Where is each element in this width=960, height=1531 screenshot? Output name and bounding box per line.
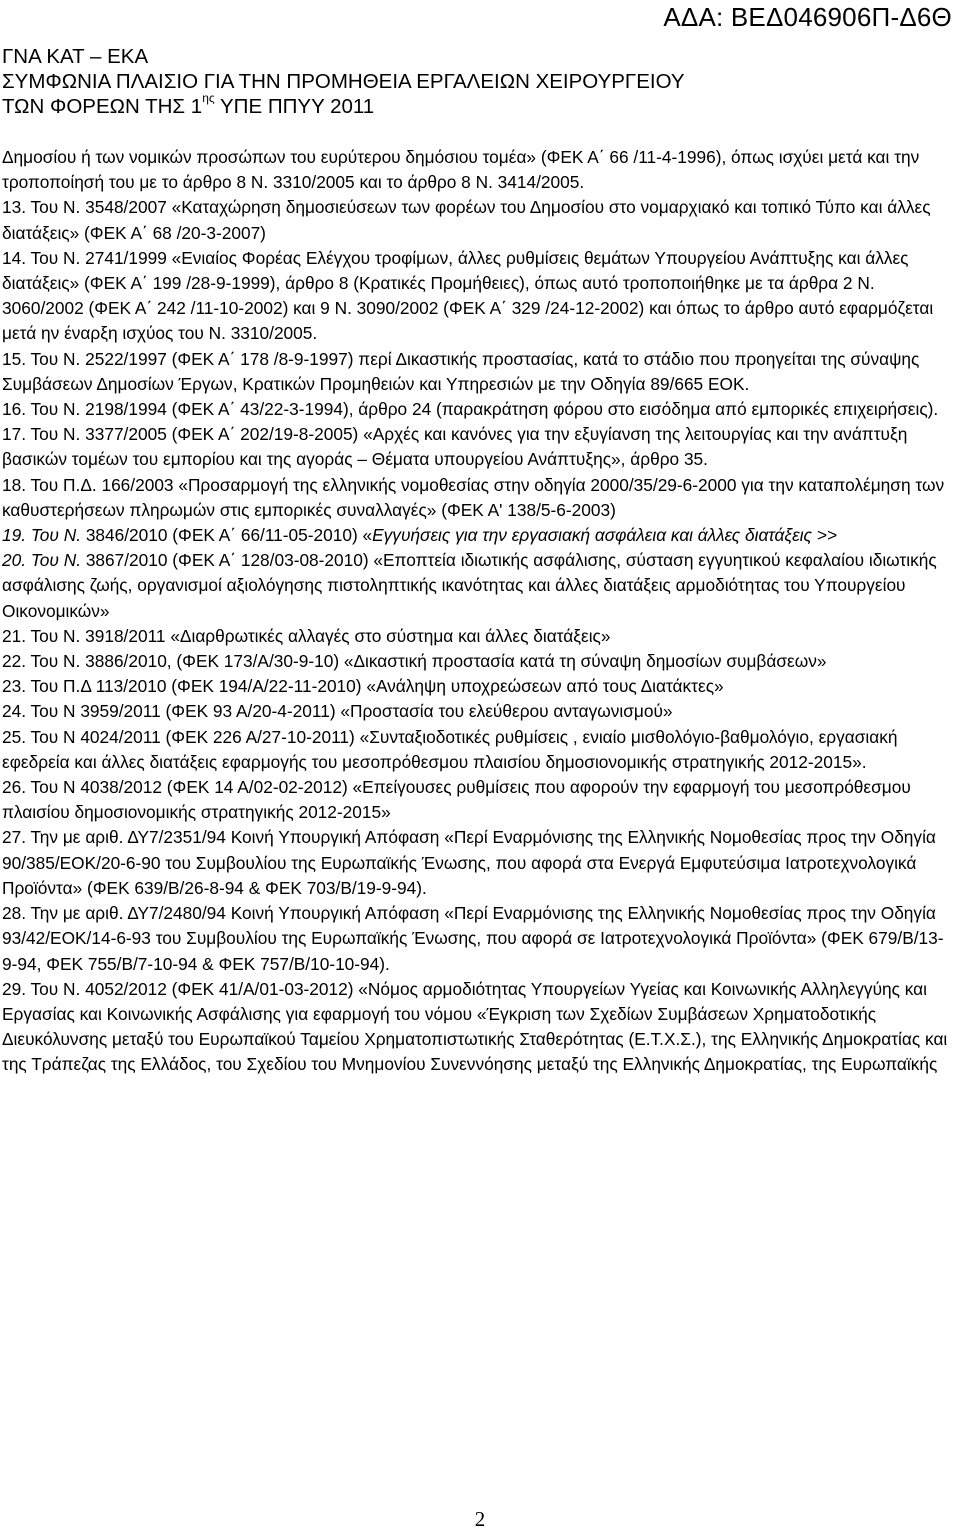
ada-code: ΑΔΑ: ΒΕΔ046906Π-Δ6Θ bbox=[663, 2, 952, 32]
paragraph-12-cont: Δημοσίου ή των νομικών προσώπων του ευρύτερου δημόσιου τομέα» (ΦΕΚ Α΄ 66 /11-4-1996), όπως ισχύει μετά και την τροποποίησή του με το άρθρο 8 Ν. 3310/2005 και το άρθρο 8 Ν. 3414/2005. bbox=[2, 147, 920, 193]
header-line-2: ΣΥΜΦΩΝΙΑ ΠΛΑΙΣΙΟ ΓΙΑ ΤΗΝ ΠΡΟΜΗΘΕΙΑ ΕΡΓΑΛΕΙΩΝ ΧΕΙΡΟΥΡΓΕΙΟΥ bbox=[2, 70, 685, 93]
paragraph-24: 24. Του Ν 3959/2011 (ΦΕΚ 93 Α/20-4-2011) «Προστασία του ελεύθερου ανταγωνισμού» bbox=[2, 701, 673, 722]
page-number: 2 bbox=[474, 1507, 486, 1531]
paragraph-21: 21. Του Ν. 3918/2011 «Διαρθρωτικές αλλαγές στο σύστημα και άλλες διατάξεις» bbox=[2, 625, 611, 646]
paragraph-18: 18. Του Π.Δ. 166/2003 «Προσαρμογή της ελληνικής νομοθεσίας στην οδηγία 2000/35/29-6-2000 για την καταπολέμηση των καθυστερήσεων πληρωμών στις εμπορικές συναλλαγές» (ΦΕΚ Α' 138/5-6-2003) bbox=[2, 474, 945, 520]
paragraph-29: 29. Του Ν. 4052/2012 (ΦΕΚ 41/Α/01-03-2012) «Νόμος αρμοδιότητας Υπουργείων Υγείας και Κοινωνικής Αλληλεγγύης και Εργασίας και Κοινωνικής Ασφάλισης για εφαρμογή του νόμου «Έγκριση των Σχεδίων Συμβάσεων Χρηματοδοτικής Διευκόλυνσης μεταξύ του Ευρωπαϊκού Ταμείου Χρηματοπιστωτικής Σταθερότητας (Ε.Τ.Χ.Σ.), της Ελληνικής Δημοκρατίας και της Τράπεζας της Ελλάδος, του Σχεδίου του Μνημονίου Συνεννόησης μεταξύ της Ελληνικής Δημοκρατίας, της Ευρωπαϊκής bbox=[2, 978, 948, 1075]
paragraph-23: 23. Του Π.Δ 113/2010 (ΦΕΚ 194/Α/22-11-2010) «Ανάληψη υποχρεώσεων από τους Διατάκτες» bbox=[2, 676, 724, 697]
paragraph-16: 16. Του Ν. 2198/1994 (ΦΕΚ Α΄ 43/22-3-1994), άρθρο 24 (παρακράτηση φόρου στο εισόδημα από εμπορικές επιχειρήσεις). bbox=[2, 399, 939, 420]
header-line-1: ΓΝΑ ΚΑΤ – ΕΚΑ bbox=[2, 45, 149, 68]
paragraph-13: 13. Του Ν. 3548/2007 «Καταχώρηση δημοσιεύσεων των φορέων του Δημοσίου στο νομαρχιακό και τοπικό Τύπο και άλλες διατάξεις» (ΦΕΚ Α΄ 68 /20-3-2007) bbox=[2, 197, 931, 243]
paragraph-20: 20. Του Ν. 3867/2010 (ΦΕΚ Α΄ 128/03-08-2010) «Εποπτεία ιδιωτικής ασφάλισης, σύσταση εγγυητικού κεφαλαίου ιδιωτικής ασφάλισης ζωής, οργανισμοί αξιολόγησης πιστοληπτικής ικανότητας και άλλες διατάξεις αρμοδιότητας του Υπουργείου Οικονομικών» bbox=[2, 550, 937, 621]
paragraph-27: 27. Την με αριθ. ΔΥ7/2351/94 Κοινή Υπουργική Απόφαση «Περί Εναρμόνισης της Ελληνικής Νομοθεσίας προς την Οδηγία 90/385/ΕΟΚ/20-6-90 του Συμβουλίου της Ευρωπαϊκής Ένωσης, που αφορά στα Ενεργά Εμφυτεύσιμα Ιατροτεχνολογικά Προϊόντα» (ΦΕΚ 639/Β/26-8-94 & ΦΕΚ 703/Β/19-9-94). bbox=[2, 827, 936, 898]
paragraph-14: 14. Του Ν. 2741/1999 «Ενιαίος Φορέας Ελέγχου τροφίμων, άλλες ρυθμίσεις θεμάτων Υπουργείου Ανάπτυξης και άλλες διατάξεις» (ΦΕΚ Α΄ 199 /28-9-1999), άρθρο 8 (Κρατικές Προμήθειες), όπως αυτό τροποποιήθηκε με τα άρθρα 2 Ν. 3060/2002 (ΦΕΚ Α΄ 242 /11-10-2002) και 9 Ν. 3090/2002 (ΦΕΚ Α΄ 329 /24-12-2002) και όπως το άρθρο αυτό εφαρμόζεται μετά ην έναρξη ισχύος του Ν. 3310/2005. bbox=[2, 247, 934, 344]
paragraph-22: 22. Του Ν. 3886/2010, (ΦΕΚ 173/Α/30-9-10) «Δικαστική προστασία κατά τη σύναψη δημοσίων συμβάσεων» bbox=[2, 651, 827, 672]
paragraph-25: 25. Του Ν 4024/2011 (ΦΕΚ 226 Α/27-10-2011) «Συνταξιοδοτικές ρυθμίσεις , ενιαίο μισθολόγιο-βαθμολόγιο, εργασιακή εφεδρεία και άλλες διατάξεις εφαρμογής του μεσοπρόθεσμου πλαισίου δημοσιονομικής στρατηγικής 2012-2015». bbox=[2, 726, 898, 772]
document-header bbox=[2, 44, 942, 119]
paragraph-19: 19. Του Ν. 3846/2010 (ΦΕΚ Α΄ 66/11-05-2010) «Εγγυήσεις για την εργασιακή ασφάλεια και άλλες διατάξεις >> bbox=[2, 525, 837, 546]
paragraph-15: 15. Του Ν. 2522/1997 (ΦΕΚ Α΄ 178 /8-9-1997) περί Δικαστικής προστασίας, κατά το στάδιο που προηγείται της σύναψης Συμβάσεων Δημοσίων Έργων, Κρατικών Προμηθειών και Υπηρεσιών με την Οδηγία 89/665 ΕΟΚ. bbox=[2, 348, 920, 394]
header-line-3: ΤΩΝ ΦΟΡΕΩΝ ΤΗΣ $1^{\eta\varsigma}$ ΥΠΕ ΠΠΥΥ 2011 bbox=[2, 91, 375, 118]
document-body bbox=[2, 145, 957, 1078]
paragraph-17: 17. Του Ν. 3377/2005 (ΦΕΚ Α΄ 202/19-8-2005) «Αρχές και κανόνες για την εξυγίανση της λειτουργίας και την ανάπτυξη βασικών τομέων του εμπορίου και της αγοράς – Θέματα υπουργείου Ανάπτυξης», άρθρο 35. bbox=[2, 424, 908, 470]
paragraph-28: 28. Την με αριθ. ΔΥ7/2480/94 Κοινή Υπουργική Απόφαση «Περί Εναρμόνισης της Ελληνικής Νομοθεσίας προς την Οδηγία 93/42/ΕΟΚ/14-6-93 του Συμβουλίου της Ευρωπαϊκής Ένωσης, που αφορά σε Ιατροτεχνολογικά Προϊόντα» (ΦΕΚ 679/Β/13-9-94, ΦΕΚ 755/Β/7-10-94 & ΦΕΚ 757/Β/10-10-94). bbox=[2, 903, 944, 974]
paragraph-26: 26. Του Ν 4038/2012 (ΦΕΚ 14 Α/02-02-2012) «Επείγουσες ρυθμίσεις που αφορούν την εφαρμογή του μεσοπρόθεσμου πλαισίου δημοσιονομικής στρατηγικής 2012-2015» bbox=[2, 777, 911, 823]
